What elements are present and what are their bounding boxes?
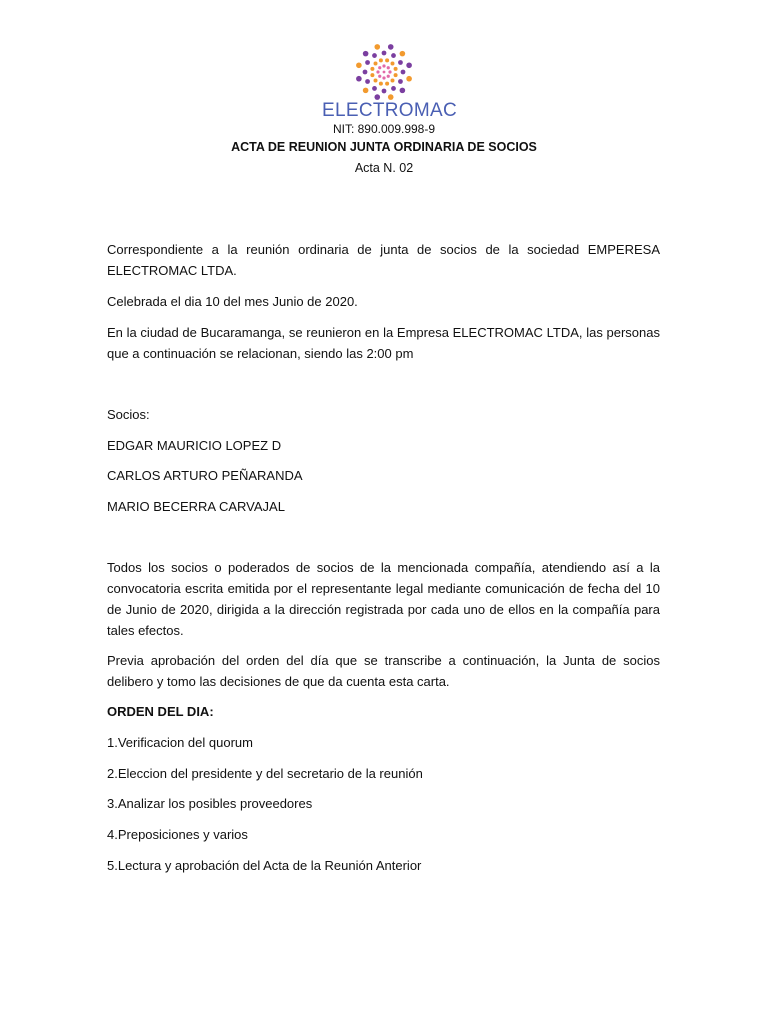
agenda-item: 3.Analizar los posibles proveedores — [107, 796, 313, 811]
logo-dot — [374, 62, 378, 66]
logo-dot — [379, 82, 383, 86]
logo-dot — [365, 60, 370, 65]
agenda-item: 1.Verificacion del quorum — [107, 735, 253, 750]
logo-dot — [400, 88, 406, 94]
logo-dot — [385, 82, 389, 86]
logo-dot — [372, 86, 377, 91]
logo-dot — [382, 89, 387, 94]
logo-dot — [382, 51, 387, 56]
logo-dot — [398, 79, 403, 84]
logo-dot — [383, 71, 386, 74]
orden-del-dia-heading: ORDEN DEL DIA: — [107, 704, 214, 719]
agenda-item: 5.Lectura y aprobación del Acta de la Reunión Anterior — [107, 858, 422, 873]
intro-paragraph-1: Correspondiente a la reunión ordinaria de junta de socios de la sociedad EMPERESA ELECTROMAC LTDA. — [107, 242, 660, 278]
logo-dot — [382, 64, 385, 67]
logo-dot — [394, 73, 398, 77]
logo-dot — [385, 58, 389, 62]
logo-dot — [390, 78, 394, 82]
logo-dot — [363, 88, 369, 94]
logo-dot — [363, 51, 369, 57]
intro-paragraph-2: Celebrada el dia 10 del mes Junio de 2020. — [107, 294, 358, 309]
logo-dot — [394, 67, 398, 71]
logo-dot — [376, 70, 379, 73]
logo-dot — [400, 51, 406, 57]
logo-dot — [387, 66, 390, 69]
logo-dot — [356, 62, 362, 68]
document-title: ACTA DE REUNION JUNTA ORDINARIA DE SOCIOS — [231, 140, 537, 154]
logo-dot — [401, 70, 406, 75]
logo-company-name: ELECTROMAC — [322, 100, 457, 121]
logo-dot — [363, 70, 368, 75]
acta-number: Acta N. 02 — [354, 161, 414, 175]
logo-dot — [378, 75, 381, 78]
company-logo — [322, 44, 457, 124]
agenda-item: 4.Preposiciones y varios — [107, 827, 248, 842]
logo-dot — [388, 44, 394, 50]
agenda-item: 2.Eleccion del presidente y del secretario de la reunión — [107, 766, 423, 781]
logo-dot — [387, 75, 390, 78]
starburst-logo-icon — [322, 44, 446, 100]
logo-dot — [406, 62, 412, 68]
logo-dot — [406, 76, 412, 82]
logo-dot — [379, 58, 383, 62]
body-paragraph-2: Previa aprobación del orden del día que se transcribe a continuación, la Junta de socios delibero y tomo las decisiones de que da cuenta esta carta. — [107, 653, 660, 689]
socios-label: Socios: — [107, 407, 150, 422]
intro-paragraph-3: En la ciudad de Bucaramanga, se reunieron en la Empresa ELECTROMAC LTDA, las personas que a continuación se relacionan, siendo las 2:00 pm — [107, 325, 660, 361]
logo-dot — [390, 62, 394, 66]
logo-dot — [378, 66, 381, 69]
logo-dot — [388, 70, 391, 73]
logo-dot — [382, 76, 385, 79]
logo-dot — [391, 53, 396, 58]
socio-member: CARLOS ARTURO PEÑARANDA — [107, 468, 303, 483]
nit-number: NIT: 890.009.998-9 — [332, 122, 436, 136]
socio-member: MARIO BECERRA CARVAJAL — [107, 499, 285, 514]
logo-dot — [374, 44, 380, 50]
logo-dot — [370, 73, 374, 77]
logo-dot — [372, 53, 377, 58]
logo-dot — [365, 79, 370, 84]
socio-member: EDGAR MAURICIO LOPEZ D — [107, 438, 282, 453]
logo-dot — [374, 78, 378, 82]
logo-dot — [356, 76, 362, 82]
logo-dot — [398, 60, 403, 65]
body-paragraph-1: Todos los socios o poderados de socios de la mencionada compañía, atendiendo así a la convocatoria escrita emitida por el representante legal mediante comunicación de fecha del 10 de Junio de 2020, dirigida a la dirección registrada por cada uno de ellos en la compañía para tales efectos. — [107, 560, 660, 638]
logo-dot — [370, 67, 374, 71]
logo-dot — [391, 86, 396, 91]
